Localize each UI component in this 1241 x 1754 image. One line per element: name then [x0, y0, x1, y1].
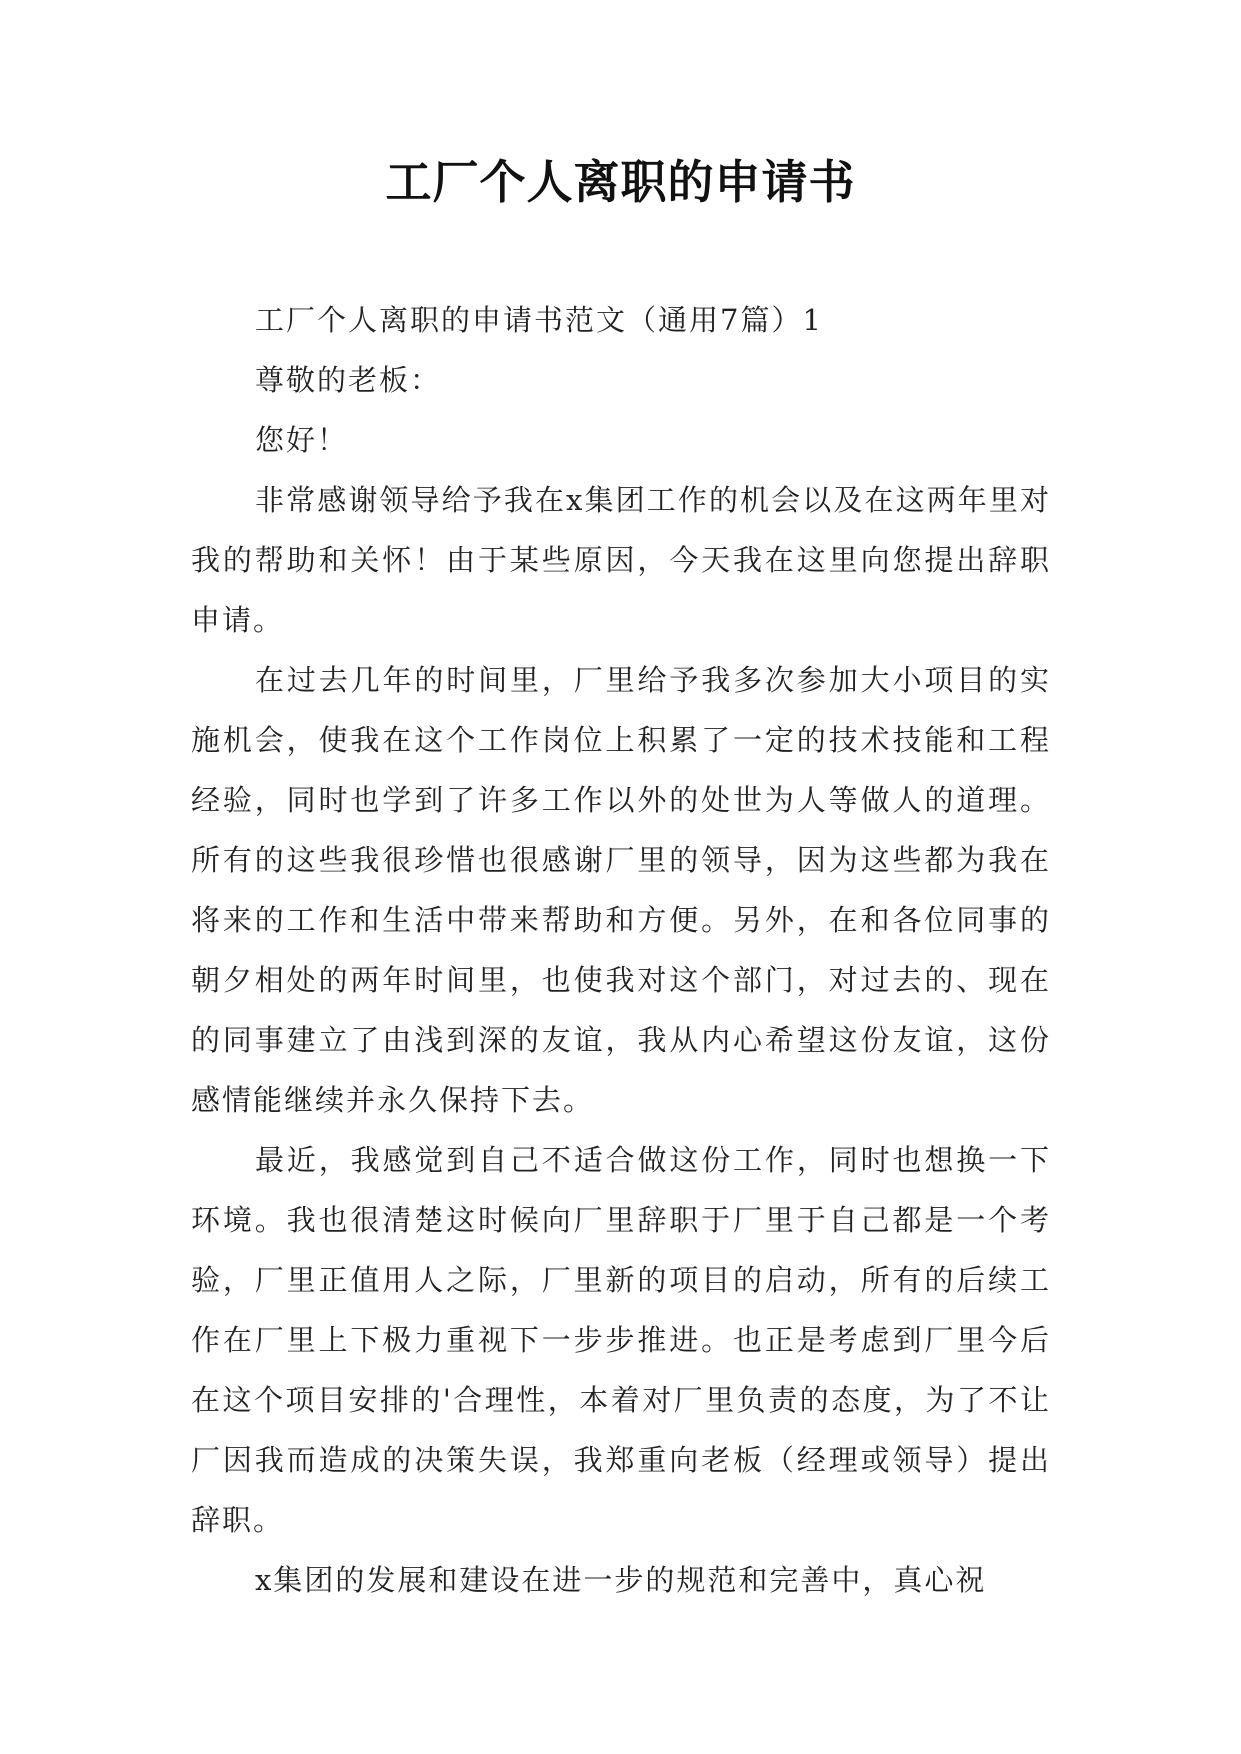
document-body — [191, 290, 1051, 1610]
paragraph-wishes: x集团的发展和建设在进一步的规范和完善中，真心祝 — [255, 1563, 987, 1597]
paragraph-experience: 在过去几年的时间里，厂里给予我多次参加大小项目的实施机会，使我在这个工作岗位上积累了一定的技术技能和工程经验，同时也学到了许多工作以外的处世为人等做人的道理。所有的这些我很珍惜也很感谢厂里的领导，因为这些都为我在将来的工作和生活中带来帮助和方便。另外，在和各位同事的朝夕相处的两年时间里，也使我对这个部门，对过去的、现在的同事建立了由浅到深的友谊，我从内心希望这份友谊，这份感情能继续并永久保持下去。 — [191, 663, 1051, 1117]
paragraph-greeting: 您好！ — [255, 423, 349, 457]
paragraph-reason: 最近，我感觉到自己不适合做这份工作，同时也想换一下环境。我也很清楚这时候向厂里辞职于厂里于自己都是一个考验，厂里正值用人之际，厂里新的项目的启动，所有的后续工作在厂里上下极力重视下一步步推进。也正是考虑到厂里今后在这个项目安排的'合理性，本着对厂里负责的态度，为了不让厂因我而造成的决策失误，我郑重向老板（经理或领导）提出辞职。 — [191, 1143, 1051, 1537]
paragraph-thanks: 非常感谢领导给予我在x集团工作的机会以及在这两年里对我的帮助和关怀！由于某些原因，今天我在这里向您提出辞职申请。 — [191, 483, 1051, 637]
paragraph-salutation: 尊敬的老板： — [255, 363, 442, 397]
document-title: 工厂个人离职的申请书 — [385, 155, 856, 209]
paragraph-heading: 工厂个人离职的申请书范文（通用7篇）1 — [255, 303, 823, 337]
